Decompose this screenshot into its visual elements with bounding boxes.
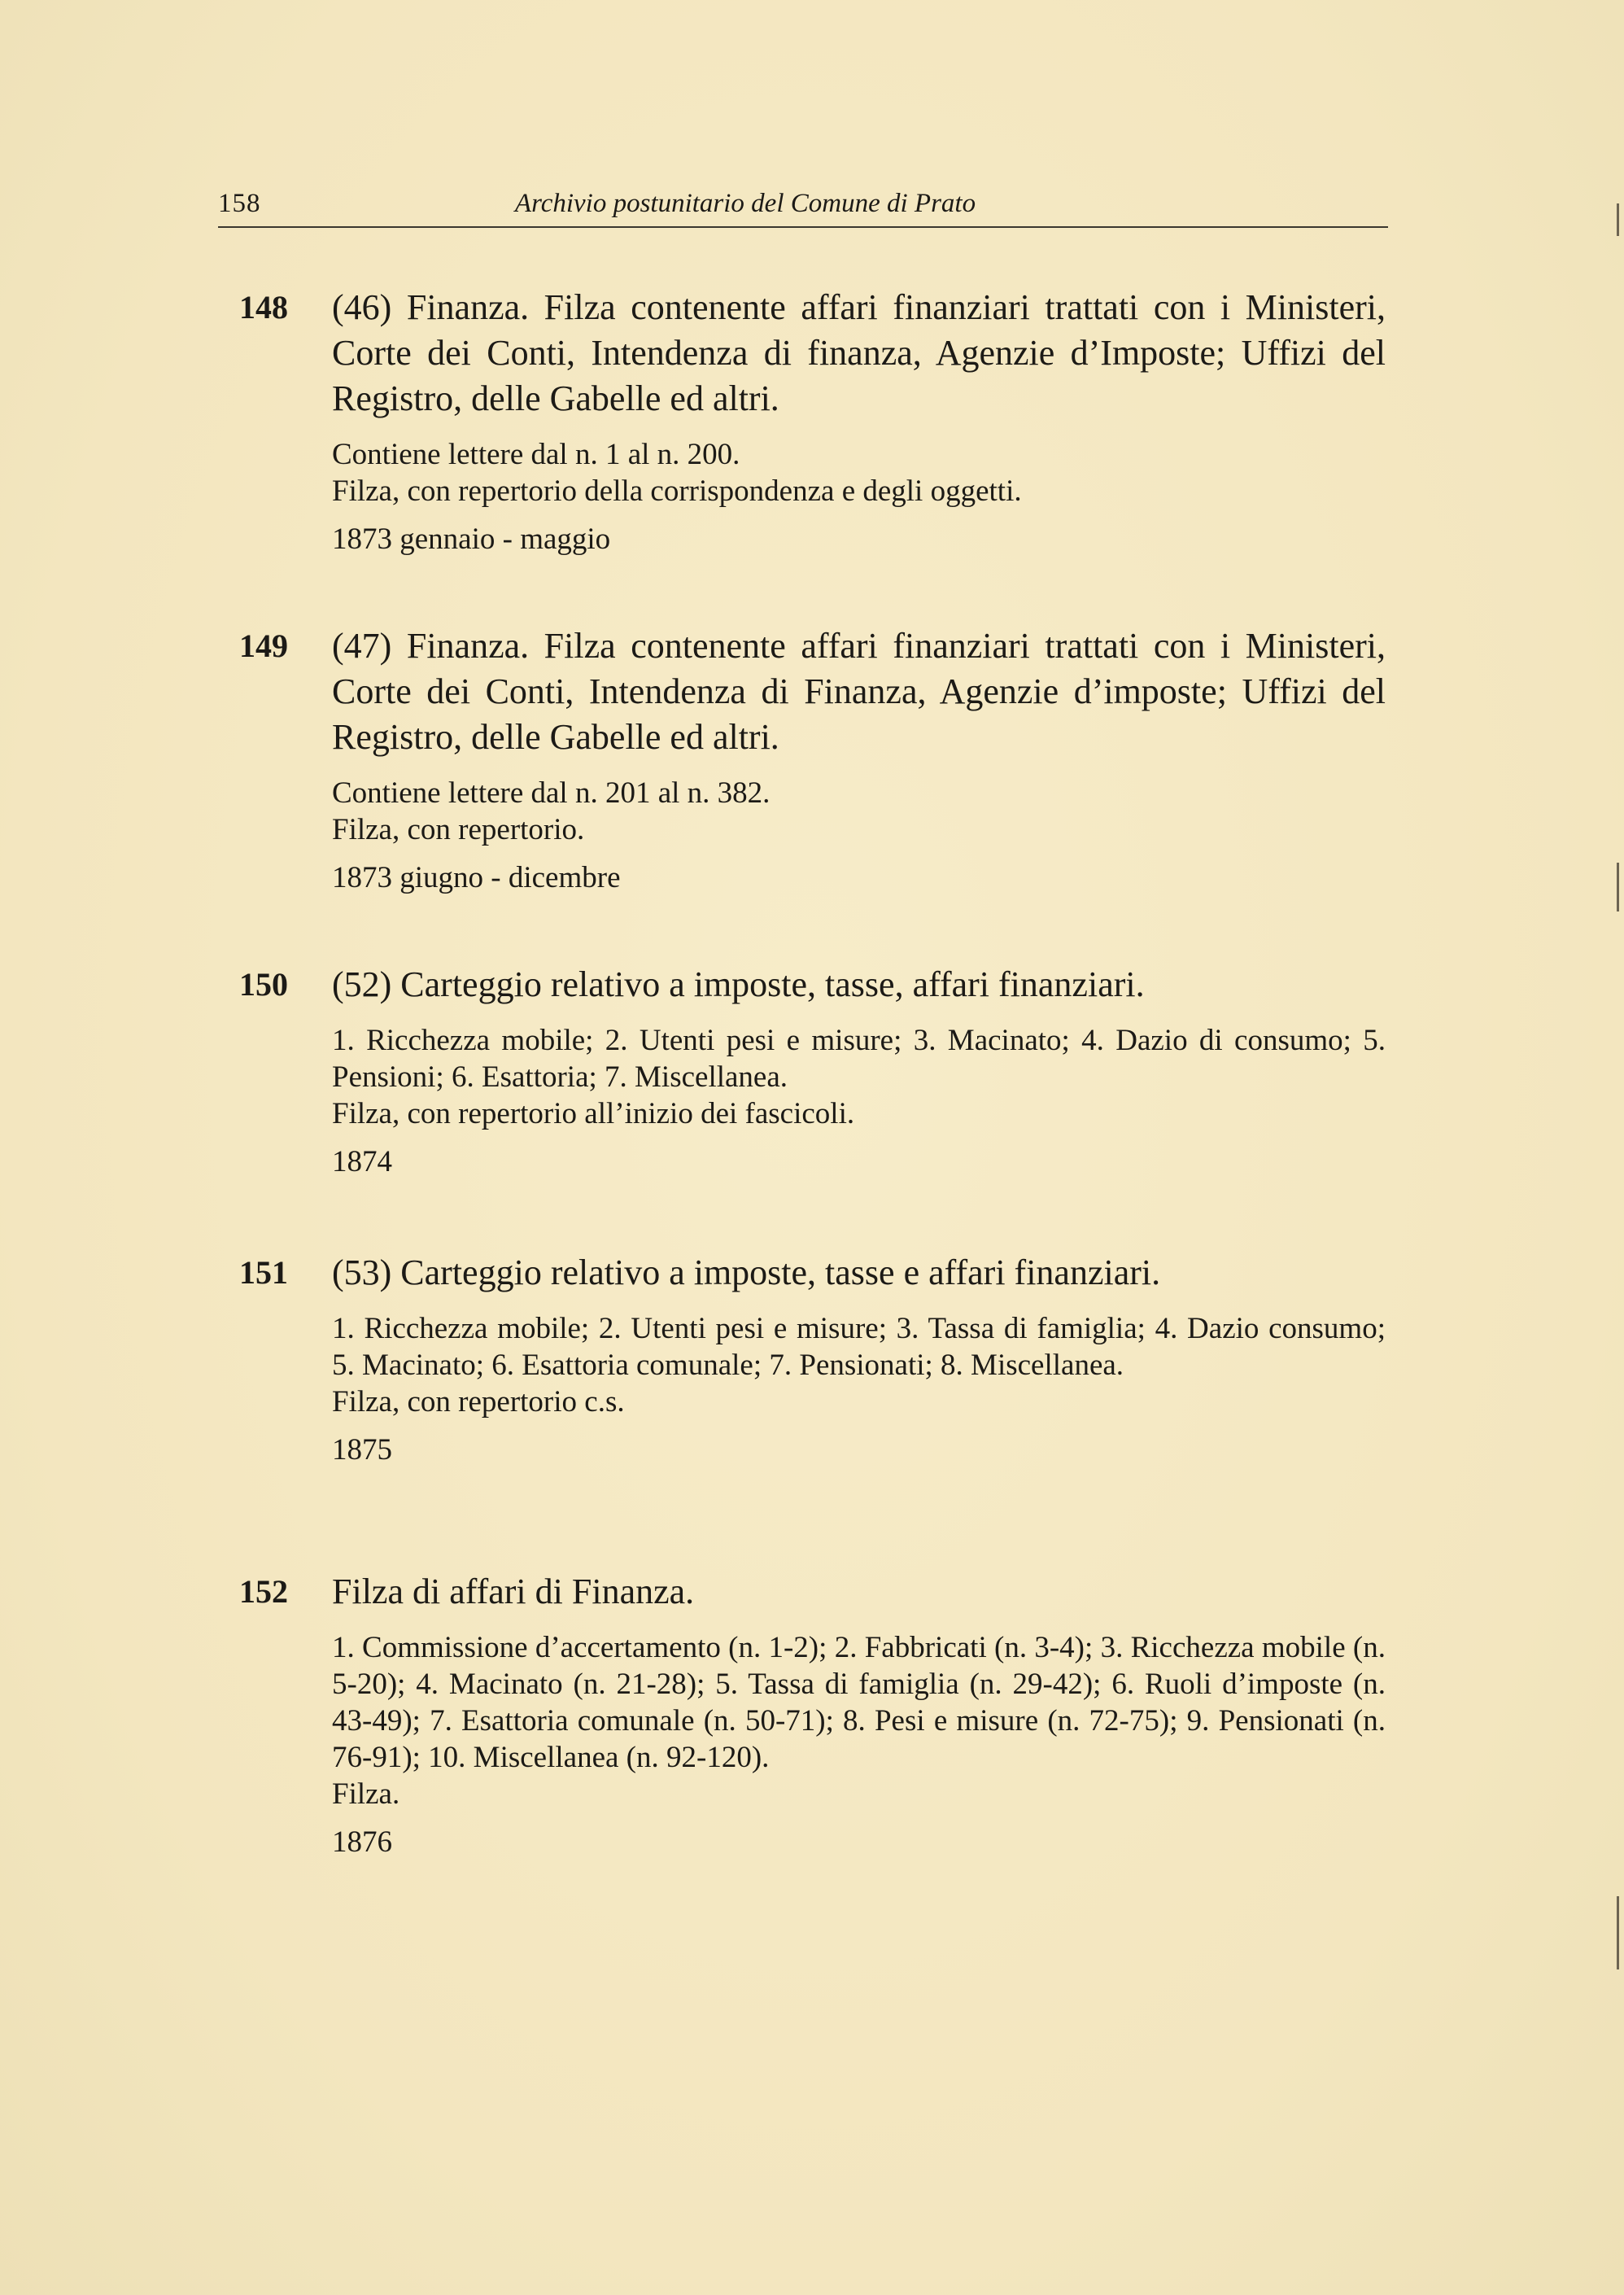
entry-date: 1876 (332, 1825, 392, 1859)
entry-title: (53) Carteggio relativo a imposte, tasse e affari finanziari. (332, 1252, 1161, 1292)
entry-contents: 1. Commissione d’accertamento (n. 1-2); 2. Fabbricati (n. 3-4); 3. Ricchezza mobile (n. 5-20); 4. Macinato (n. 21-28); 5. Tassa di famiglia (n. 29-42); 6. Ruoli d’imposte (n. 43-49); 7. Esattoria comunale (n. 50-71); 8. Pesi e misure (n. 72-75); 9. Pensionati (n. 76-91); 10. Miscellanea (n. 92-120). (332, 1631, 1386, 1774)
entry-format: Filza, con repertorio della corrispondenza e degli oggetti. (332, 474, 1022, 508)
entry-format: Filza, con repertorio all’inizio dei fascicoli. (332, 1097, 855, 1130)
entry-title: Filza di affari di Finanza. (332, 1572, 695, 1611)
running-title: Archivio postunitario del Comune di Prato (514, 189, 976, 218)
entry-number: 149 (239, 627, 288, 664)
entry-contents: Contiene lettere dal n. 1 al n. 200. (332, 438, 740, 471)
entry-format: Filza, con repertorio. (332, 813, 585, 846)
entry-title: (46) Finanza. Filza contenente affari finanziari trattati con i Ministeri, Corte dei Conti, Intendenza di finanza, Agenzie d’Imposte; Uffizi del Registro, delle Gabelle ed altri. (332, 287, 1386, 418)
entry-format: Filza. (332, 1777, 400, 1811)
page-header (218, 186, 1388, 228)
entry-date: 1875 (332, 1433, 392, 1467)
entry-body (332, 1569, 1386, 1860)
entry-date: 1873 gennaio - maggio (332, 522, 611, 556)
entry-title: (52) Carteggio relativo a imposte, tasse, affari finanziari. (332, 964, 1145, 1004)
entry-title: (47) Finanza. Filza contenente affari finanziari trattati con i Ministeri, Corte dei Conti, Intendenza di Finanza, Agenzie d’imposte; Uffizi del Registro, delle Gabelle ed altri. (332, 626, 1386, 757)
entry-number: 150 (239, 966, 288, 1003)
page-edge-mark (1617, 203, 1619, 236)
entry-contents: 1. Ricchezza mobile; 2. Utenti pesi e misure; 3. Tassa di famiglia; 4. Dazio consumo; 5. Macinato; 6. Esattoria comunale; 7. Pensionati; 8. Miscellanea. (332, 1312, 1386, 1382)
entry-number: 148 (239, 289, 288, 326)
entry-date: 1874 (332, 1145, 392, 1178)
entry-body (332, 623, 1386, 896)
page-edge-mark (1617, 863, 1619, 911)
entry-contents: 1. Ricchezza mobile; 2. Utenti pesi e misure; 3. Macinato; 4. Dazio di consumo; 5. Pensioni; 6. Esattoria; 7. Miscellanea. (332, 1024, 1386, 1094)
entry-number: 152 (239, 1573, 288, 1610)
entry-number: 151 (239, 1254, 288, 1291)
entry-contents: Contiene lettere dal n. 201 al n. 382. (332, 776, 771, 810)
entry-format: Filza, con repertorio c.s. (332, 1385, 625, 1419)
entry-body (332, 285, 1386, 557)
page-edge-mark (1617, 1896, 1619, 1969)
entry-body (332, 1250, 1386, 1468)
entry-date: 1873 giugno - dicembre (332, 861, 621, 894)
entry-body (332, 962, 1386, 1180)
page-number: 158 (218, 189, 261, 218)
